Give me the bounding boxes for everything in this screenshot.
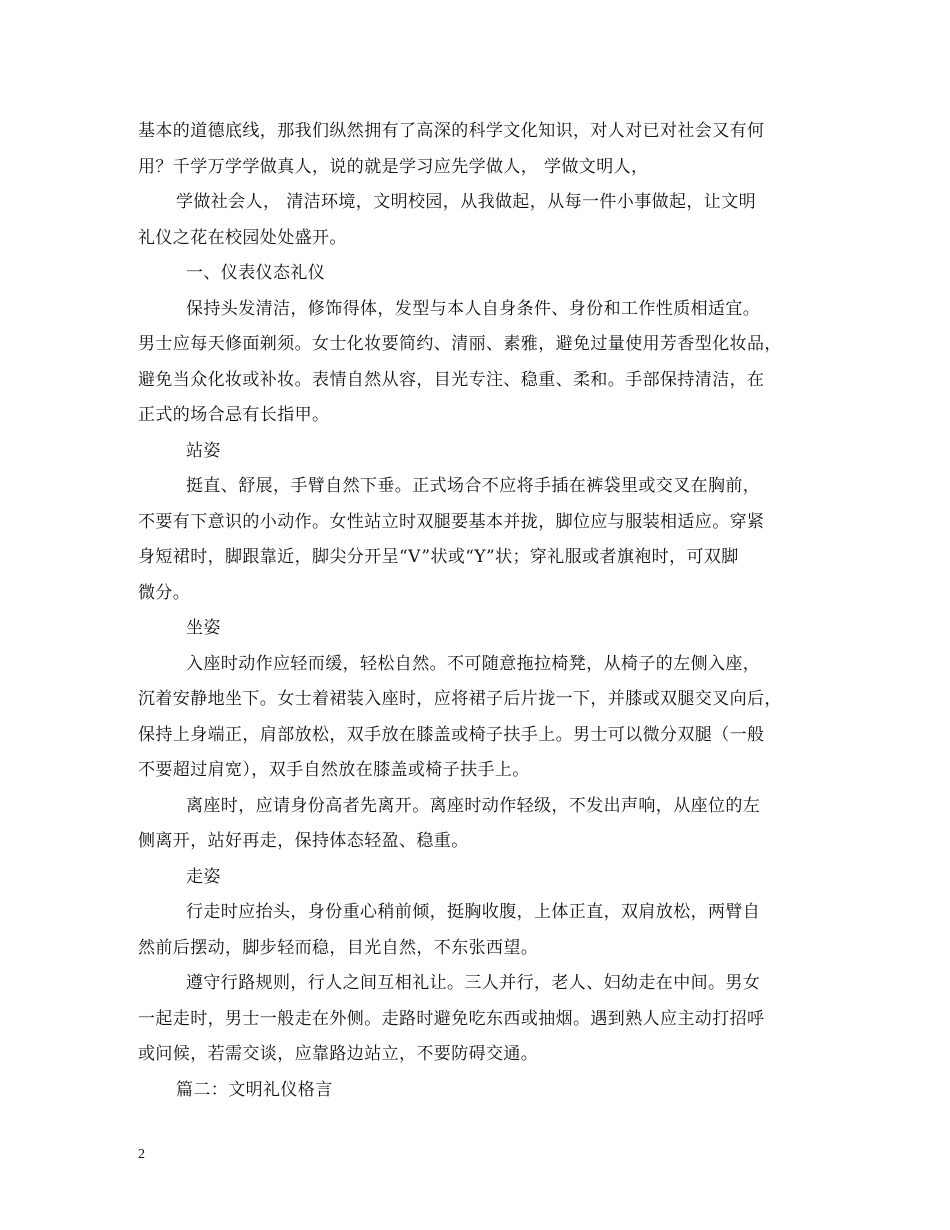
text-line: 不要有下意识的小动作。女性站立时双腿要基本并拢，脚位应与服装相适应。穿紧 <box>138 511 765 532</box>
text-line: 一、仪表仪态礼仪 <box>186 263 326 283</box>
text-line: 或问候，若需交谈，应靠路边站立，不要防碍交通。 <box>138 1044 539 1064</box>
text-line: 正式的场合忌有长指甲。 <box>138 405 330 425</box>
text-line: 篇二：文明礼仪格言 <box>176 1079 333 1100</box>
text-line: 挺直、舒展，手臂自然下垂。正式场合不应将手插在裤袋里或交叉在胸前， <box>186 476 761 496</box>
text-line: 不要超过肩宽），双手自然放在膝盖或椅子扶手上。 <box>138 760 530 780</box>
text-line: 男士应每天修面剃须。女士化妆要简约、清丽、素雅，避免过量使用芳香型化妆品， <box>138 334 782 354</box>
text-line: 行走时应抬头，身份重心稍前倾，挺胸收腹，上体正直，双肩放松，两臂自 <box>186 902 761 922</box>
text-line: 遵守行路规则，行人之间互相礼让。三人并行，老人、妇幼走在中间。男女 <box>186 973 761 993</box>
text-line: 然前后摆动，脚步轻而稳，目光自然，不东张西望。 <box>138 937 539 958</box>
text-line: 避免当众化妆或补妆。表情自然从容，目光专注、稳重、柔和。手部保持清洁，在 <box>138 369 765 390</box>
text-line: 离座时，应请身份高者先离开。离座时动作轻级，不发出声响，从座位的左 <box>186 795 761 816</box>
body-text <box>138 114 814 1108</box>
text-line: 用？千学万学学做真人，说的就是学习应先学做人， 学做文明人， <box>138 156 649 177</box>
text-line: 站姿 <box>186 440 221 461</box>
text-line: 一起走时，男士一般走在外侧。走路时避免吃东西或抽烟。遇到熟人应主动打招呼 <box>138 1008 765 1029</box>
text-line: 保持上身端正，肩部放松，双手放在膝盖或椅子扶手上。男士可以微分双腿（一般 <box>138 724 765 745</box>
text-line: 走姿 <box>186 866 221 887</box>
page-number: 2 <box>138 1147 145 1162</box>
text-line: 入座时动作应轻而缓，轻松自然。不可随意拖拉椅凳，从椅子的左侧入座， <box>186 653 761 674</box>
text-line: 保持头发清洁，修饰得体，发型与本人自身条件、身份和工作性质相适宜。 <box>186 298 761 319</box>
text-line: 身短裙时，脚跟靠近，脚尖分开呈“V”状或“Y”状；穿礼服或者旗袍时，可双脚 <box>138 547 739 567</box>
text-line: 坐姿 <box>186 618 221 638</box>
text-line: 沉着安静地坐下。女士着裙装入座时，应将裙子后片拢一下，并膝或双腿交叉向后， <box>138 689 782 709</box>
text-line: 学做社会人， 清洁环境，文明校园，从我做起，从每一件小事做起，让文明 <box>176 192 757 212</box>
text-line: 微分。 <box>138 582 191 603</box>
text-line: 侧离开，站好再走，保持体态轻盈、稳重。 <box>138 831 469 851</box>
text-line: 基本的道德底线，那我们纵然拥有了高深的科学文化知识，对人对已对社会又有何 <box>138 121 765 141</box>
text-line: 礼仪之花在校园处处盛开。 <box>138 227 347 248</box>
